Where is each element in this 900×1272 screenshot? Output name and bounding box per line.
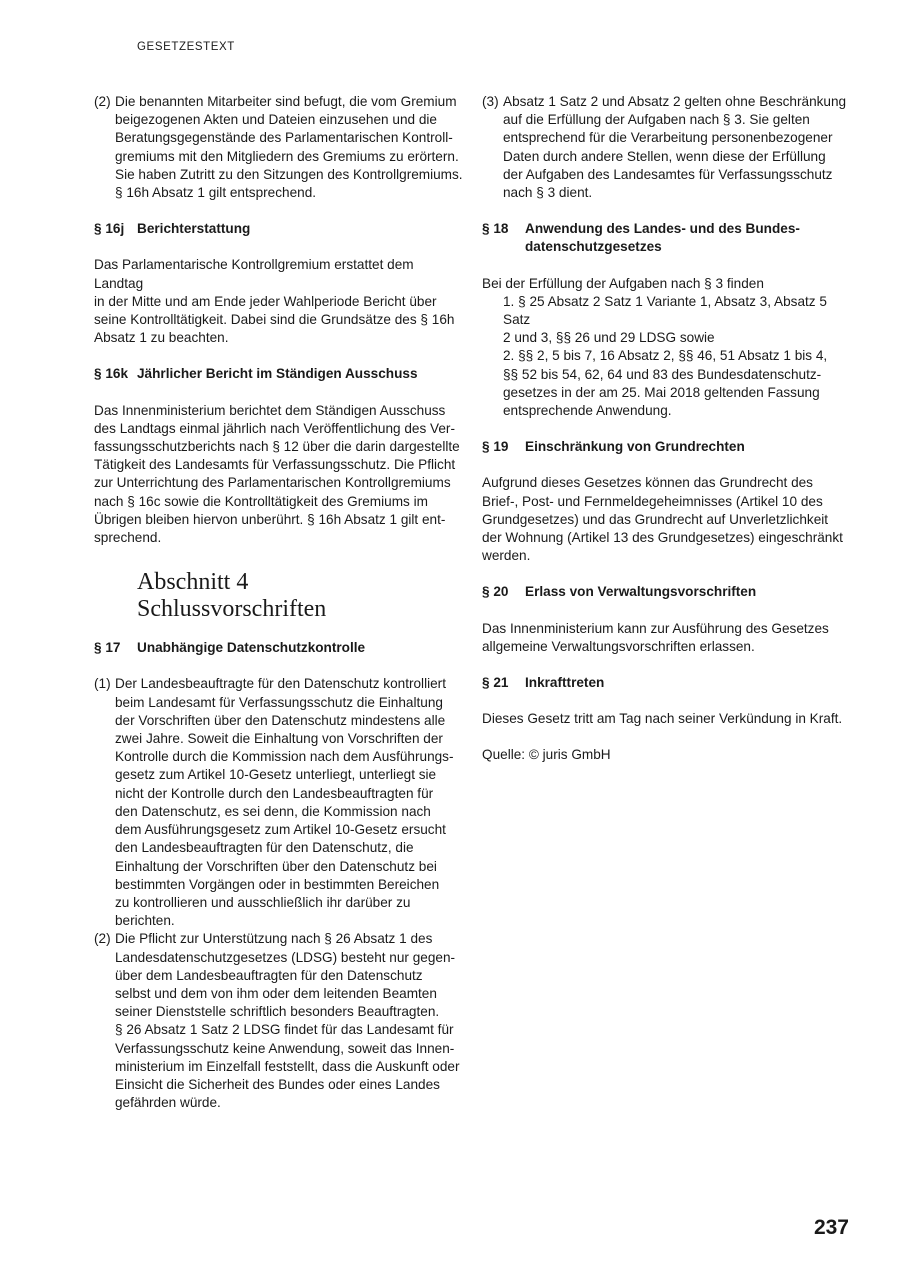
text-line: § 26 Absatz 1 Satz 2 LDSG findet für das Landesamt für <box>115 1022 454 1038</box>
text-line: Einhaltung der Vorschriften über den Datenschutz bei <box>115 858 437 874</box>
text-line: nach § 16c sowie die Kontrolltätigkeit des Gremiums im <box>94 493 428 509</box>
list-item: 2. §§ 2, 5 bis 7, 16 Absatz 2, §§ 46, 51 Absatz 1 bis 4, <box>503 348 828 364</box>
text-line: § 16h Absatz 1 gilt entsprechend. <box>115 185 317 201</box>
section-number: § 19 <box>482 439 509 455</box>
left-column <box>94 93 466 1112</box>
section-20-body <box>482 620 852 656</box>
text-line: zu kontrollieren und ausschließlich ihr darüber zu <box>115 894 411 910</box>
text-line: nicht der Kontrolle durch den Landesbeauftragten für <box>115 785 434 801</box>
text-line: zur Unterrichtung des Parlamentarischen Kontrollgremiums <box>94 475 451 491</box>
text-line: seine Kontrolltätigkeit. Dabei sind die Grundsätze des § 16h <box>94 312 455 328</box>
paragraph-number: (2) <box>94 931 111 947</box>
text-line: Kontrolle durch die Kommission nach dem Ausführungs- <box>115 749 454 765</box>
right-column <box>482 93 852 783</box>
section-number: § 17 <box>94 640 121 656</box>
chapter-number: Abschnitt 4 <box>137 569 249 596</box>
section-number: § 21 <box>482 675 509 691</box>
text-line: Brief-, Post- und Fernmeldegeheimnisses (Artikel 10 des <box>482 493 823 509</box>
text-line: in der Mitte und am Ende jeder Wahlperiode Bericht über <box>94 293 437 309</box>
section-title: Inkrafttreten <box>525 675 605 691</box>
paragraph-17-3 <box>482 93 852 202</box>
chapter-title: Schlussvorschriften <box>137 596 327 623</box>
text-line: zwei Jahre. Soweit die Einhaltung von Vorschriften der <box>115 731 443 747</box>
text-line: den Landesbeauftragten für den Datenschutz, die <box>115 840 414 856</box>
text-line: des Landtags einmal jährlich nach Veröffentlichung des Ver- <box>94 420 455 436</box>
text-line: beigezogenen Akten und Dateien einzusehen und die <box>115 112 437 128</box>
text-line: Das Innenministerium berichtet dem Ständigen Ausschuss <box>94 402 446 418</box>
text-line: Daten durch andere Stellen, wenn diese der Erfüllung <box>503 148 826 164</box>
text-line: seiner Dienststelle schriftlich besonders Beauftragten. <box>115 1004 440 1020</box>
text-line: der Aufgaben des Landesamtes für Verfassungsschutz <box>503 166 833 182</box>
paragraph-text <box>503 93 852 202</box>
text-line: Der Landesbeauftragte für den Datenschutz kontrolliert <box>115 676 446 692</box>
text-line: der Vorschriften über den Datenschutz mindestens alle <box>115 712 446 728</box>
text-line: der Wohnung (Artikel 13 des Grundgesetzes) eingeschränkt <box>482 530 843 546</box>
section-title: Unabhängige Datenschutzkontrolle <box>137 640 366 656</box>
list-item: gesetzes in der am 25. Mai 2018 geltenden Fassung <box>503 384 820 400</box>
section-title: Berichterstattung <box>137 221 251 237</box>
section-heading-18 <box>482 220 852 256</box>
section-number: § 16j <box>94 221 125 237</box>
section-heading-19 <box>482 438 852 456</box>
section-number: § 20 <box>482 584 509 600</box>
text-line: Absatz 1 Satz 2 und Absatz 2 gelten ohne Beschränkung <box>503 94 847 109</box>
text-line: Tätigkeit des Landesamts für Verfassungsschutz. Die Pflicht <box>94 457 456 473</box>
text-line: ministerium im Einzelfall feststellt, dass die Auskunft oder <box>115 1058 460 1074</box>
list-item: §§ 52 bis 54, 62, 64 und 83 des Bundesdatenschutz- <box>503 366 822 382</box>
text-line: Die benannten Mitarbeiter sind befugt, die vom Gremium <box>115 94 457 109</box>
section-title: Erlass von Verwaltungsvorschriften <box>525 584 757 600</box>
paragraph-17-1 <box>94 675 466 930</box>
section-heading-16j <box>94 220 466 238</box>
section-number: § 18 <box>482 221 509 237</box>
text-line: allgemeine Verwaltungsvorschriften erlassen. <box>482 638 755 654</box>
text-line: Die Pflicht zur Unterstützung nach § 26 Absatz 1 des <box>115 931 433 947</box>
paragraph-text <box>115 93 466 202</box>
page-number: 237 <box>813 1216 849 1239</box>
list-item: 1. § 25 Absatz 2 Satz 1 Variante 1, Absatz 3, Absatz 5 Satz <box>503 293 827 328</box>
chapter-heading <box>94 569 466 623</box>
text-line: dem Ausführungsgesetz zum Artikel 10-Gesetz ersucht <box>115 822 446 838</box>
section-heading-17 <box>94 639 466 657</box>
text-line: bestimmten Vorgängen oder in bestimmten Bereichen <box>115 876 440 892</box>
paragraph-number: (1) <box>94 676 111 692</box>
section-16j-body <box>94 256 466 347</box>
text-line: Aufgrund dieses Gesetzes können das Grundrecht des <box>482 475 813 491</box>
paragraph-number: (3) <box>482 94 499 109</box>
paragraph-text <box>115 930 466 1112</box>
text-line: werden. <box>482 548 531 564</box>
text-line: Sie haben Zutritt zu den Sitzungen des Kontrollgremiums. <box>115 166 463 182</box>
text-line: sprechend. <box>94 530 162 546</box>
text-line: gefährden würde. <box>115 1095 221 1111</box>
text-line: Einsicht die Sicherheit des Bundes oder eines Landes <box>115 1076 440 1092</box>
text-line: gremiums mit den Mitgliedern des Gremiums zu erörtern. <box>115 148 459 164</box>
text-line: Absatz 1 zu beachten. <box>94 330 229 346</box>
section-number: § 16k <box>94 366 129 382</box>
section-title <box>525 220 852 256</box>
section-16k-body <box>94 402 466 548</box>
text-line: Landesdatenschutzgesetzes (LDSG) besteht nur gegen- <box>115 949 456 965</box>
text-line: beim Landesamt für Verfassungsschutz die Einhaltung <box>115 694 443 710</box>
paragraph-text <box>115 675 466 930</box>
section-21-body: Dieses Gesetz tritt am Tag nach seiner Verkündung in Kraft. <box>482 711 843 727</box>
text-line: Übrigen bleiben hiervon unberührt. § 16h Absatz 1 gilt ent- <box>94 511 446 527</box>
section-heading-20 <box>482 583 852 601</box>
text-line: auf die Erfüllung der Aufgaben nach § 3. Sie gelten <box>503 112 810 128</box>
text-line: entsprechend für die Verarbeitung personenbezogener <box>503 130 833 146</box>
paragraph-17-2 <box>94 930 466 1112</box>
text-line: über dem Landesbeauftragten für den Datenschutz <box>115 967 423 983</box>
list-item: 2 und 3, §§ 26 und 29 LDSG sowie <box>503 330 715 346</box>
title-line: Anwendung des Landes- und des Bundes- <box>525 221 800 237</box>
text-line: selbst und dem von ihm oder dem leitenden Beamten <box>115 985 437 1001</box>
text-line: Beratungsgegenstände des Parlamentarischen Kontroll- <box>115 130 453 146</box>
running-header: GESETZESTEXT <box>137 41 235 53</box>
text-line: den Datenschutz, es sei denn, die Kommission nach <box>115 803 431 819</box>
title-line: datenschutzgesetzes <box>525 239 662 255</box>
paragraph-number: (2) <box>94 94 111 109</box>
text-line: Das Parlamentarische Kontrollgremium erstattet dem Landtag <box>94 257 414 291</box>
source-note: Quelle: © juris GmbH <box>482 747 611 763</box>
paragraph-16i-2 <box>94 93 466 202</box>
text-line: Verfassungsschutz keine Anwendung, soweit das Innen- <box>115 1040 455 1056</box>
text-line: fassungsschutzberichts nach § 12 über die darin dargestellte <box>94 439 460 455</box>
section-heading-16k <box>94 365 466 383</box>
section-intro: Bei der Erfüllung der Aufgaben nach § 3 finden <box>482 275 764 291</box>
text-line: gesetz zum Artikel 10-Gesetz unterliegt, unterliegt sie <box>115 767 437 783</box>
section-title: Jährlicher Bericht im Ständigen Ausschuss <box>137 366 418 382</box>
list-item: entsprechende Anwendung. <box>503 403 672 419</box>
section-heading-21 <box>482 674 852 692</box>
section-19-body <box>482 474 852 565</box>
section-title: Einschränkung von Grundrechten <box>525 439 745 455</box>
text-line: nach § 3 dient. <box>503 185 593 201</box>
section-18-body <box>482 275 852 421</box>
text-line: Das Innenministerium kann zur Ausführung des Gesetzes <box>482 620 829 636</box>
text-line: berichten. <box>115 913 175 929</box>
text-line: Grundgesetzes) und das Grundrecht auf Unverletzlichkeit <box>482 511 829 527</box>
